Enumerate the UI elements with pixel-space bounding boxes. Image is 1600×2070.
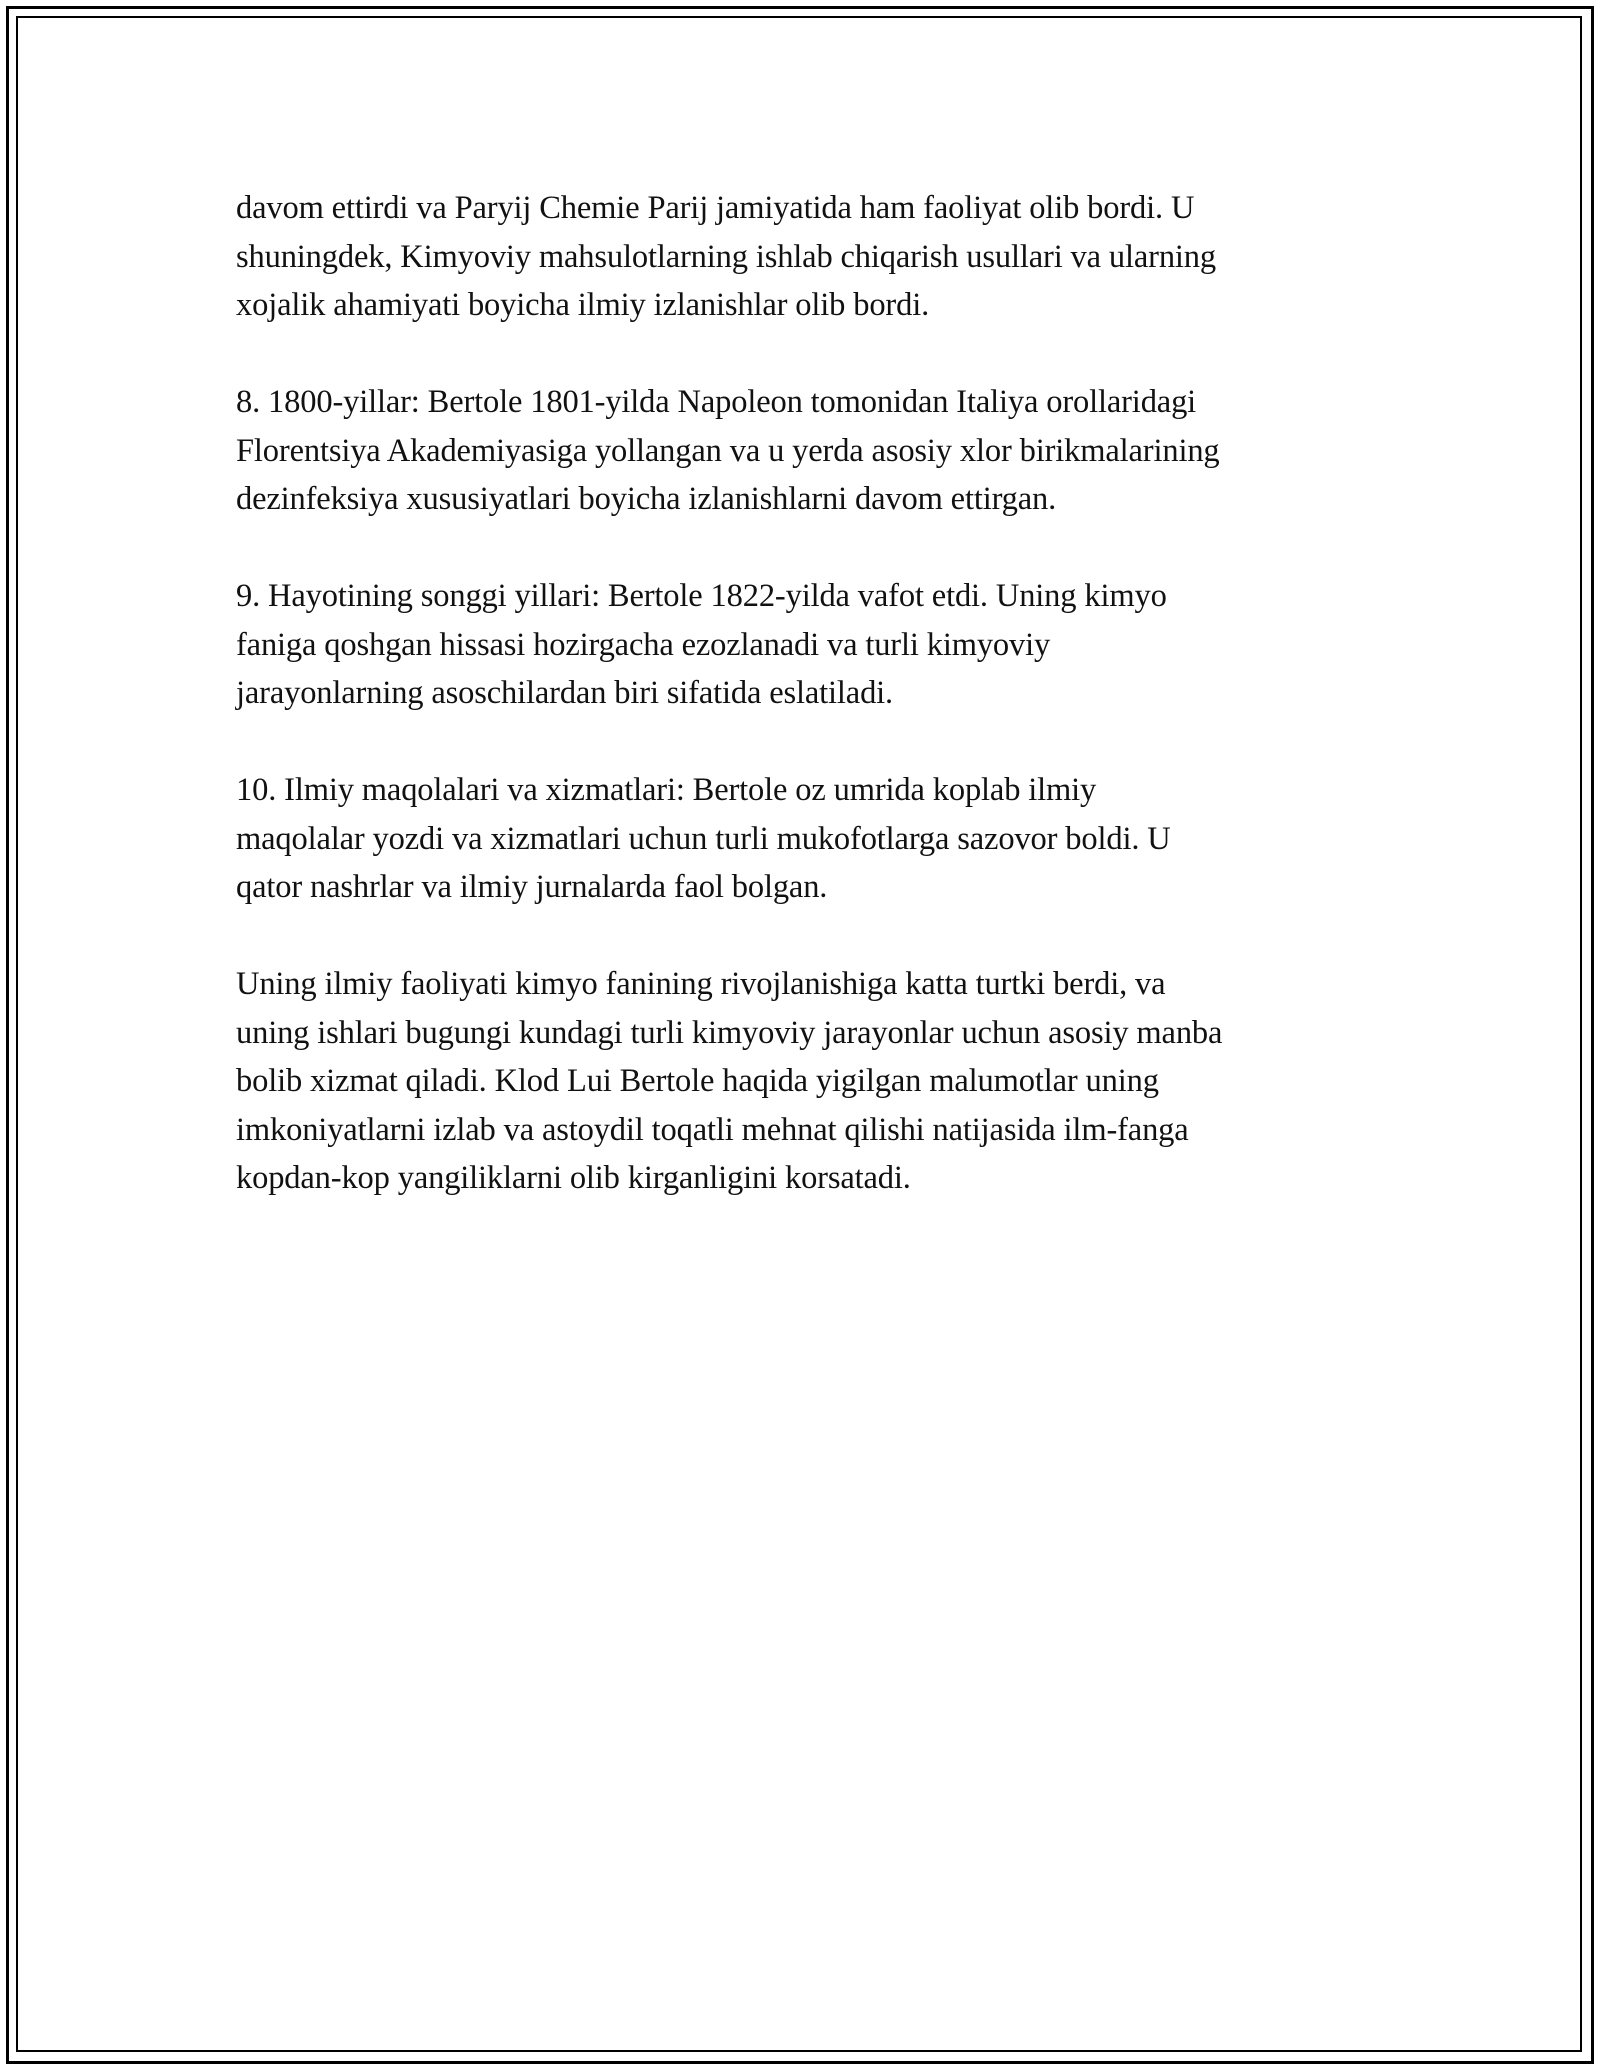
paragraph-item-8	[236, 378, 1396, 524]
text-line: 8. 1800-yillar: Bertole 1801-yilda Napoleon tomonidan Italiya orollaridagi	[236, 384, 1197, 420]
text-line: kopdan-kop yangiliklarni olib kirganligini korsatadi.	[236, 1160, 911, 1196]
text-line: maqolalar yozdi va xizmatlari uchun turli mukofotlarga sazovor boldi. U	[236, 820, 1171, 857]
document-body	[236, 184, 1396, 1251]
paragraph-conclusion	[236, 960, 1396, 1203]
text-line: dezinfeksiya xususiyatlari boyicha izlanishlarni davom ettirgan.	[236, 481, 1057, 517]
text-line: shuningdek, Kimyoviy mahsulotlarning ishlab chiqarish usullari va ularning	[236, 238, 1217, 275]
paragraph-continuation	[236, 184, 1396, 330]
paragraph-item-10	[236, 766, 1396, 912]
text-line: imkoniyatlarni izlab va astoydil toqatli mehnat qilishi natijasida ilm-fanga	[236, 1111, 1189, 1148]
text-line: bolib xizmat qiladi. Klod Lui Bertole haqida yigilgan malumotlar uning	[236, 1063, 1159, 1099]
text-line: 10. Ilmiy maqolalari va xizmatlari: Bertole oz umrida koplab ilmiy	[236, 772, 1097, 808]
text-line: faniga qoshgan hissasi hozirgacha ezozlanadi va turli kimyoviy	[236, 626, 1051, 663]
text-line: Florentsiya Akademiyasiga yollangan va u yerda asosiy xlor birikmalarining	[236, 432, 1220, 469]
text-line: uning ishlari bugungi kundagi turli kimyoviy jarayonlar uchun asosiy manba	[236, 1014, 1223, 1051]
text-line: jarayonlarning asoschilardan biri sifatida eslatiladi.	[236, 675, 894, 711]
text-line: qator nashrlar va ilmiy jurnalarda faol bolgan.	[236, 869, 828, 905]
text-line: davom ettirdi va Paryij Chemie Parij jamiyatida ham faoliyat olib bordi. U	[236, 190, 1195, 226]
text-line: xojalik ahamiyati boyicha ilmiy izlanishlar olib bordi.	[236, 287, 930, 323]
text-line: Uning ilmiy faoliyati kimyo fanining rivojlanishiga katta turtki berdi, va	[236, 966, 1166, 1002]
text-line: 9. Hayotining songgi yillari: Bertole 1822-yilda vafot etdi. Uning kimyo	[236, 578, 1167, 614]
paragraph-item-9	[236, 572, 1396, 718]
